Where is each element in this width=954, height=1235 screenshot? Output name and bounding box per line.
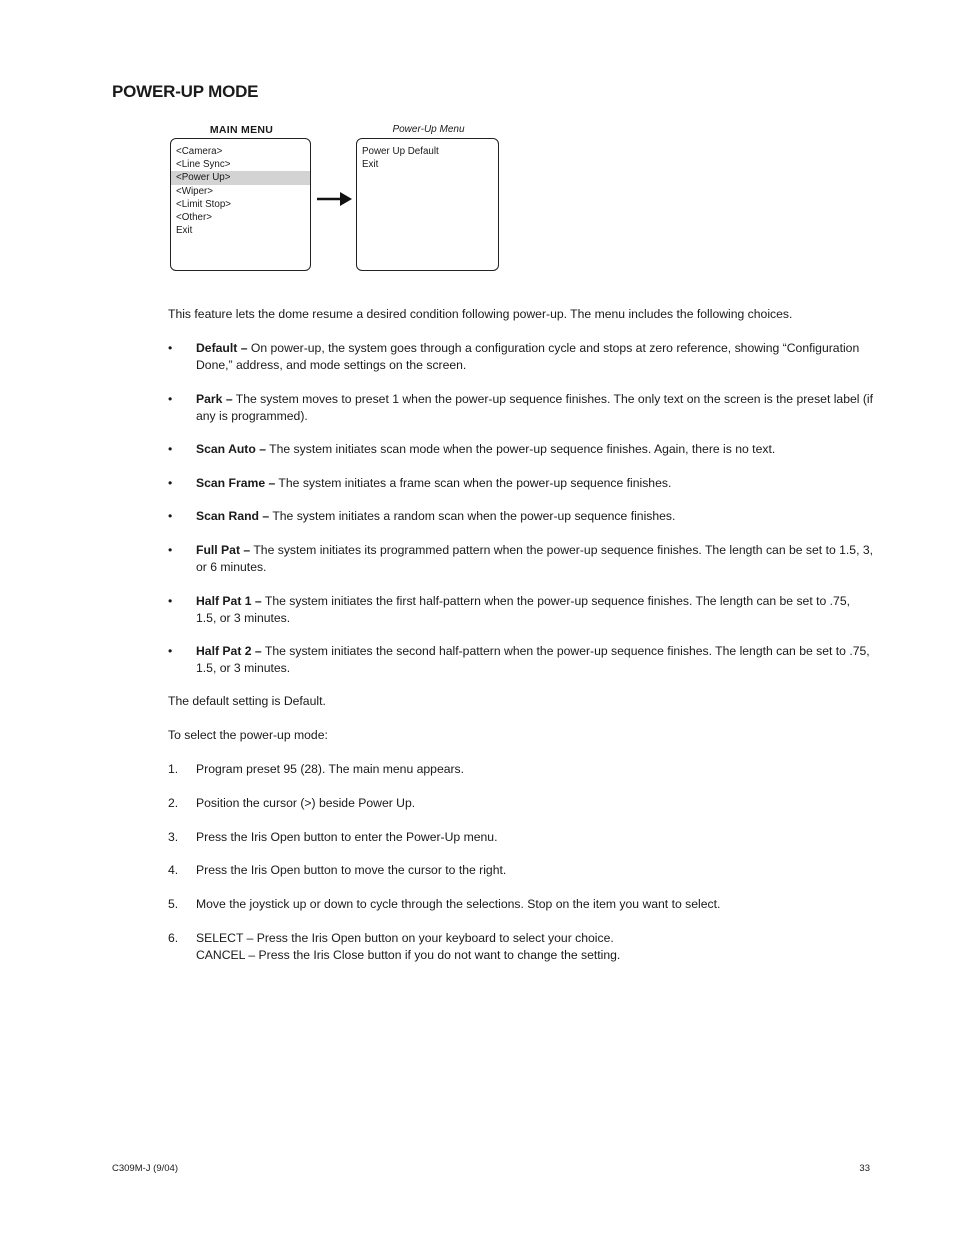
choice-term: Half Pat 1 – (196, 593, 262, 608)
choices-list (168, 340, 873, 694)
step-text: Move the joystick up or down to cycle through the selections. Stop on the item you want to select. (196, 897, 721, 912)
step-text: Press the Iris Open button to enter the Power-Up menu. (196, 829, 498, 844)
bullet-icon: • (168, 644, 173, 659)
list-item (168, 542, 873, 576)
choice-description: The system initiates the first half-pattern when the power-up sequence finishes. The length can be set to .75, 1.5, or 3 minutes. (196, 593, 850, 625)
footer-page-number: 33 (859, 1163, 870, 1174)
power-up-menu-item: Exit (362, 159, 379, 171)
step-text: SELECT – Press the Iris Open button on your keyboard to select your choice. (196, 930, 614, 945)
step-number: 2. (168, 795, 179, 810)
steps-list (168, 761, 873, 981)
choice-term: Half Pat 2 – (196, 644, 262, 659)
step-text: Program preset 95 (28). The main menu appears. (196, 762, 465, 776)
power-up-menu-caption: Power-Up Menu (392, 124, 465, 135)
list-item (168, 391, 873, 425)
choice-term: Scan Auto – (196, 442, 266, 457)
bullet-icon: • (168, 593, 173, 608)
step-text: Position the cursor (>) beside Power Up. (196, 795, 416, 810)
step-item (168, 930, 873, 964)
choice-description: The system moves to preset 1 when the power-up sequence finishes. The only text on the screen is the preset label (if any is programmed). (196, 391, 874, 423)
choice-term: Default – (196, 341, 248, 355)
step-item (168, 761, 873, 778)
step-item (168, 795, 873, 812)
choice-description: The system initiates a random scan when the power-up sequence finishes. (269, 509, 676, 524)
step-number: 4. (168, 863, 179, 878)
list-item (168, 593, 873, 627)
main-menu-item: Exit (176, 225, 193, 237)
choice-term: Full Pat – (196, 542, 251, 557)
choice-term: Scan Rand – (196, 509, 270, 524)
choice-description: The system initiates scan mode when the power-up sequence finishes. Again, there is no text. (265, 442, 776, 457)
power-up-menu-item: Power Up Default (362, 146, 439, 157)
list-item (168, 441, 873, 458)
step-number: 1. (168, 762, 179, 776)
default-setting-text: The default setting is Default. (168, 694, 326, 708)
main-menu-item: <Limit Stop> (176, 198, 232, 210)
choice-term: Park – (196, 391, 233, 406)
power-up-menu-box (356, 138, 499, 271)
step-item (168, 829, 873, 846)
choice-description: The system initiates the second half-pattern when the power-up sequence finishes. The length can be set to .75, 1.5, or 3 minutes. (196, 644, 870, 676)
main-menu-item: <Wiper> (176, 185, 214, 197)
step-number: 5. (168, 897, 179, 912)
main-menu-item: <Line Sync> (176, 159, 231, 171)
step-text: CANCEL – Press the Iris Close button if you do not want to change the setting. (196, 947, 621, 962)
main-menu-box (170, 138, 311, 271)
bullet-icon: • (168, 475, 173, 490)
bullet-icon: • (168, 509, 173, 524)
bullet-icon: • (168, 442, 173, 457)
bullet-icon: • (168, 542, 173, 557)
intro-paragraph: This feature lets the dome resume a desired condition following power-up. The menu includes the following choices. (168, 307, 793, 321)
step-text: Press the Iris Open button to move the cursor to the right. (196, 863, 507, 878)
step-item (168, 896, 873, 913)
step-number: 6. (168, 930, 179, 945)
bullet-icon: • (168, 341, 173, 355)
main-menu-item: <Other> (176, 212, 212, 224)
select-intro-text: To select the power-up mode: (168, 728, 328, 742)
choice-description: The system initiates a frame scan when the power-up sequence finishes. (275, 475, 672, 490)
list-item (168, 508, 873, 525)
page-title: POWER-UP MODE (112, 82, 259, 101)
main-menu-item: <Power Up> (171, 171, 310, 184)
choice-description: The system initiates its programmed pattern when the power-up sequence finishes. The length can be set to 1.5, 3, or 6 minutes. (196, 542, 874, 574)
step-item (168, 862, 873, 879)
list-item (168, 340, 873, 374)
choice-description: On power-up, the system goes through a configuration cycle and stops at zero reference, showing “Configuration Done,” address, and mode settings on the screen. (196, 341, 860, 372)
list-item (168, 475, 873, 492)
list-item (168, 643, 873, 677)
bullet-icon: • (168, 391, 173, 406)
footer-doc-code: C309M-J (9/04) (112, 1163, 178, 1174)
right-arrow-icon (316, 191, 354, 207)
main-menu-caption: MAIN MENU (209, 124, 274, 136)
choice-term: Scan Frame – (196, 475, 276, 490)
step-number: 3. (168, 829, 179, 844)
main-menu-item: <Camera> (176, 146, 223, 157)
